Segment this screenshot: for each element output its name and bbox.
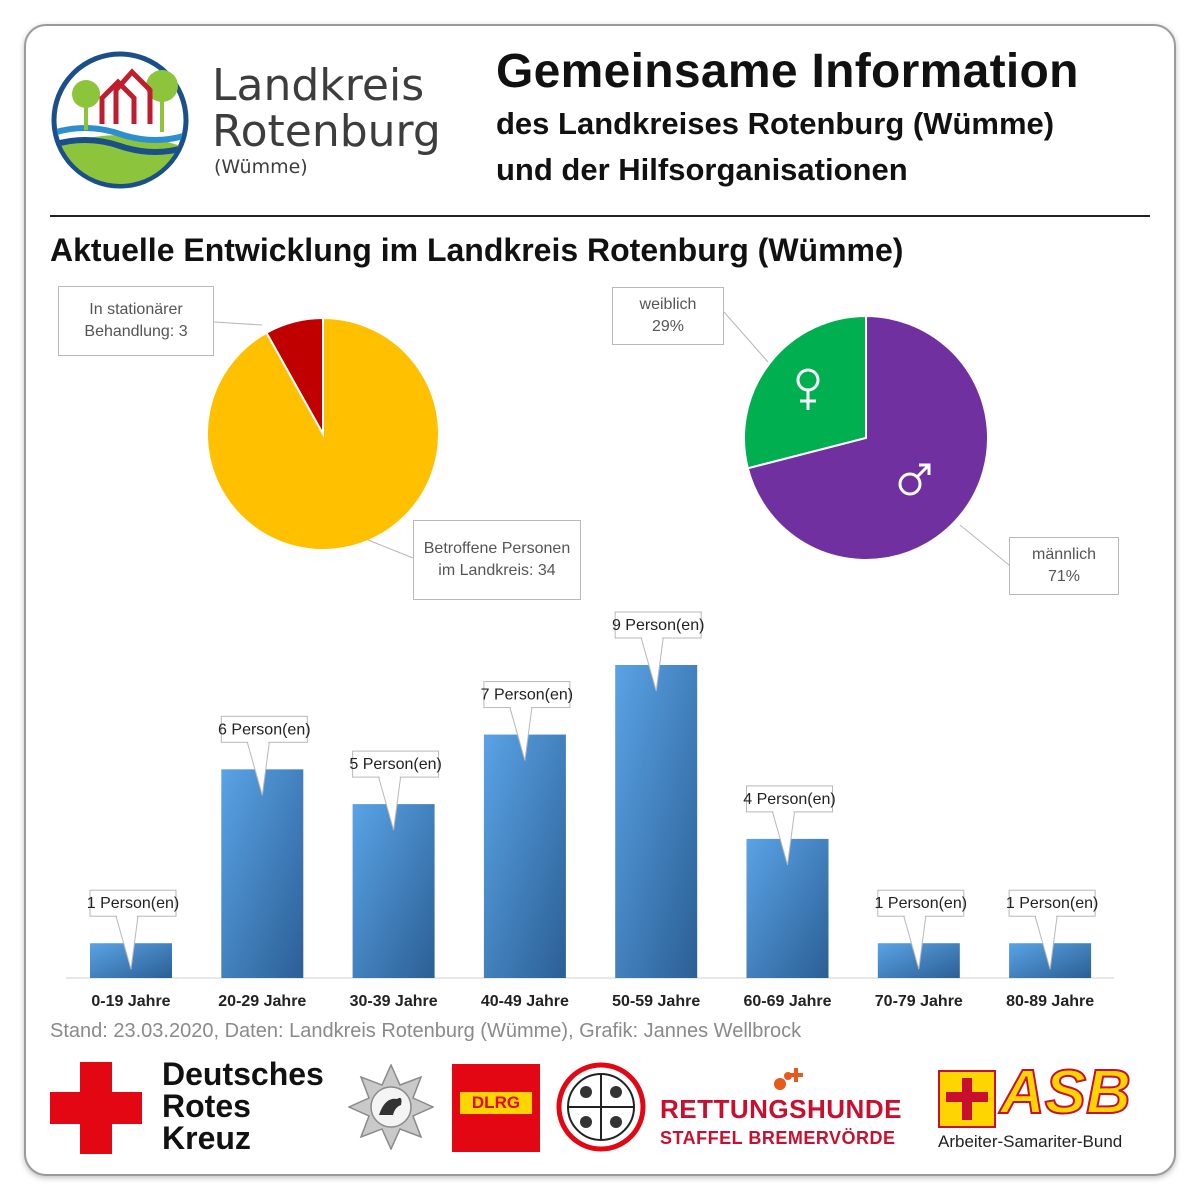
bar-40-49-jahre bbox=[484, 735, 566, 978]
x-tick-label: 20-29 Jahre bbox=[218, 993, 307, 1010]
dlrg-logo bbox=[452, 1064, 540, 1152]
police-star-icon bbox=[348, 1064, 434, 1150]
leader-line-affected bbox=[368, 540, 413, 558]
svg-text:7 Person(en): 7 Person(en) bbox=[480, 686, 574, 704]
asb-logo bbox=[938, 1058, 1144, 1130]
callout-affected: Betroffene Personen im Landkreis: 34 bbox=[413, 520, 581, 600]
bar-50-59-jahre bbox=[615, 665, 697, 978]
svg-text:1 Person(en): 1 Person(en) bbox=[1005, 895, 1099, 913]
hospitalization-pie-chart bbox=[207, 318, 439, 558]
section-title: Aktuelle Entwicklung im Landkreis Rotenburg (Wümme) bbox=[50, 232, 904, 268]
logo-text-wuemme: (Wümme) bbox=[214, 156, 308, 178]
dlrg-label: DLRG bbox=[460, 1092, 532, 1114]
page-title: Gemeinsame Information bbox=[496, 45, 1079, 98]
svg-text:5 Person(en): 5 Person(en) bbox=[349, 756, 442, 774]
x-tick-label: 30-39 Jahre bbox=[349, 993, 438, 1010]
callout-male: männlich 71% bbox=[1009, 537, 1119, 595]
x-tick-label: 40-49 Jahre bbox=[480, 993, 569, 1010]
x-tick-label: 80-89 Jahre bbox=[1006, 993, 1095, 1010]
x-tick-label: 60-69 Jahre bbox=[743, 993, 832, 1010]
red-cross-icon bbox=[50, 1062, 142, 1154]
leader-line-hospital bbox=[214, 322, 262, 325]
x-tick-label: 70-79 Jahre bbox=[874, 993, 963, 1010]
rettungshunde-subtitle: STAFFEL BREMERVÖRDE bbox=[660, 1128, 896, 1148]
svg-text:1 Person(en): 1 Person(en) bbox=[86, 895, 180, 913]
x-tick-label: 50-59 Jahre bbox=[612, 993, 701, 1010]
asb-full-name: Arbeiter-Samariter-Bund bbox=[938, 1132, 1123, 1151]
subtitle-line-2: und der Hilfsorganisationen bbox=[496, 152, 908, 187]
svg-text:1 Person(en): 1 Person(en) bbox=[874, 895, 968, 913]
age-bar-chart bbox=[87, 612, 1099, 1010]
asb-samaritan-icon bbox=[938, 1070, 996, 1128]
svg-text:4 Person(en): 4 Person(en) bbox=[743, 790, 836, 808]
gender-pie-chart bbox=[724, 312, 1009, 565]
x-tick-label: 0-19 Jahre bbox=[91, 993, 171, 1010]
drk-name: Deutsches Rotes Kreuz bbox=[162, 1056, 324, 1156]
fire-brigade-icon bbox=[556, 1062, 646, 1152]
asb-label: ASB bbox=[1000, 1058, 1131, 1127]
callout-female: weiblich 29% bbox=[612, 287, 724, 345]
logo-text-rotenburg: Rotenburg bbox=[212, 106, 441, 157]
pie-slice-1 bbox=[207, 318, 439, 550]
source-note: Stand: 23.03.2020, Daten: Landkreis Rotenburg (Wümme), Grafik: Jannes Wellbrock bbox=[50, 1020, 802, 1042]
bar-20-29-jahre bbox=[221, 769, 303, 978]
logo-text-landkreis: Landkreis bbox=[212, 60, 425, 111]
leader-line-male bbox=[960, 525, 1009, 565]
svg-text:6 Person(en): 6 Person(en) bbox=[218, 721, 311, 739]
svg-text:9 Person(en): 9 Person(en) bbox=[611, 617, 705, 634]
paw-plus-icon bbox=[770, 1066, 806, 1096]
callout-hospital: In stationärer Behandlung: 3 bbox=[58, 286, 214, 356]
rettungshunde-name: RETTUNGSHUNDE bbox=[660, 1094, 902, 1124]
leader-line-female bbox=[724, 312, 768, 362]
subtitle-line-1: des Landkreises Rotenburg (Wümme) bbox=[496, 106, 1055, 141]
